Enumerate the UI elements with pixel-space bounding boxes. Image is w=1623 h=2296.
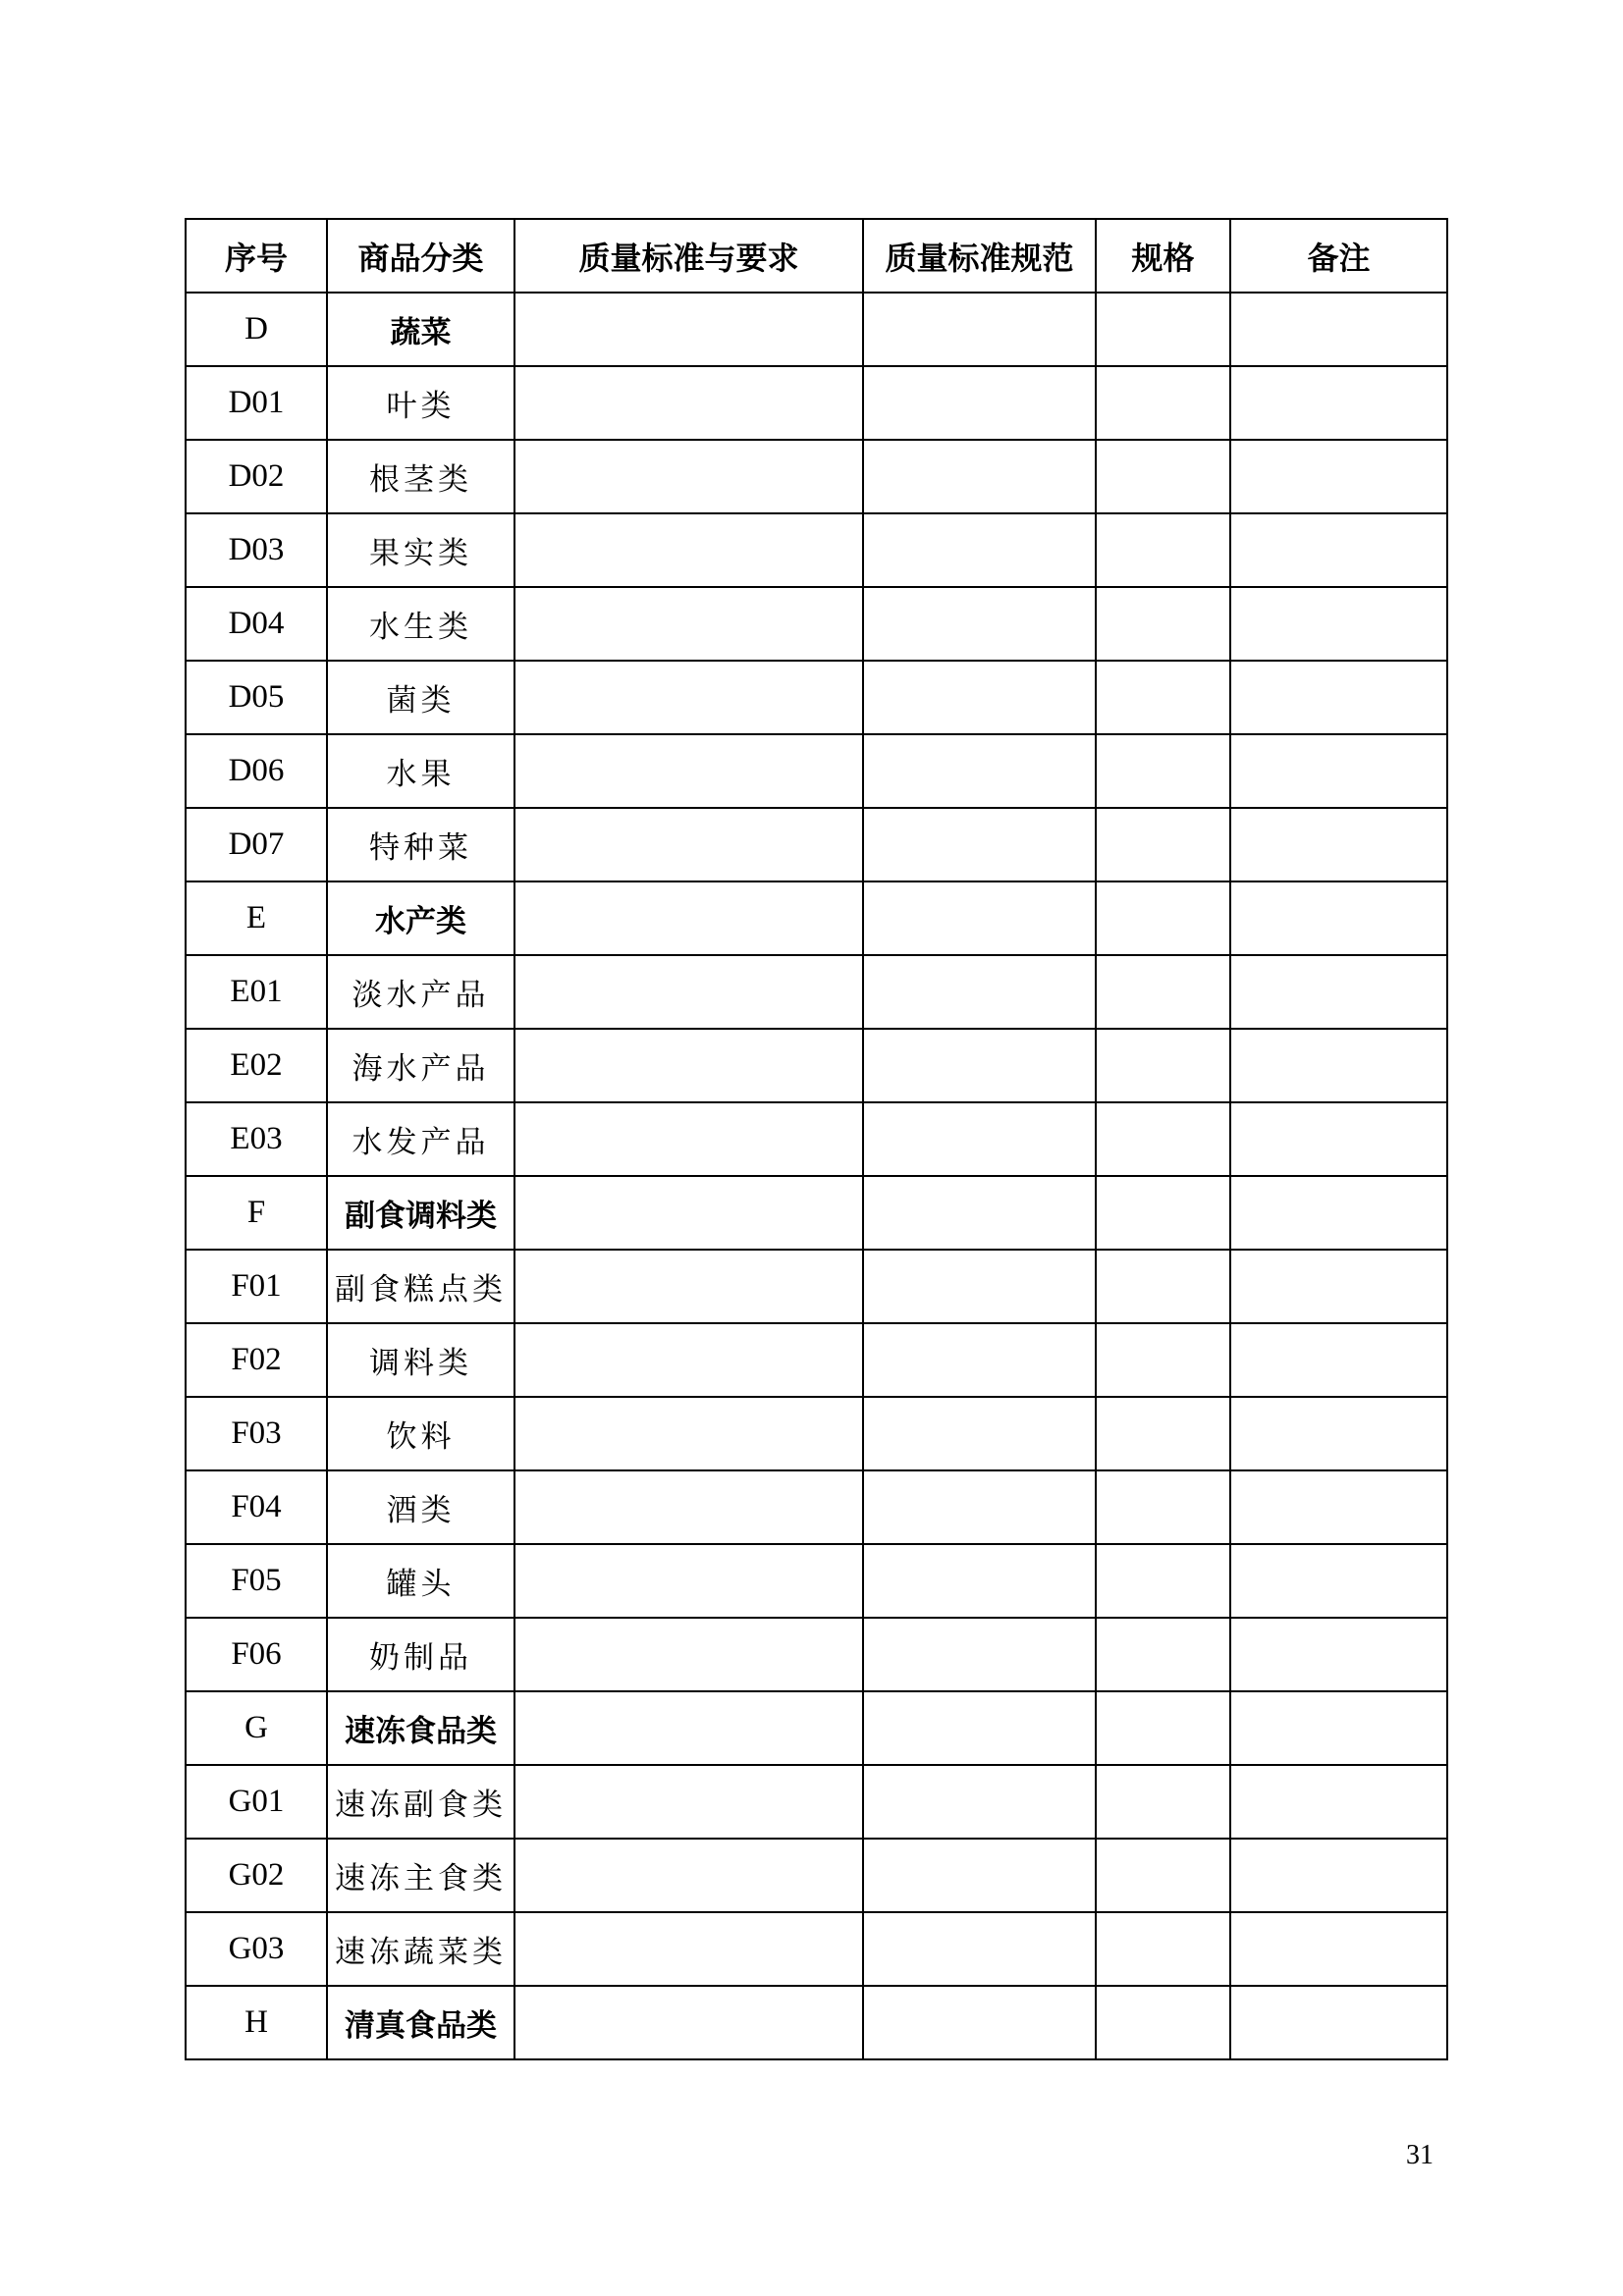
row-quality-specification-cell (863, 1839, 1096, 1912)
row-size-spec-cell (1096, 955, 1230, 1029)
row-remarks-cell (1230, 1029, 1447, 1102)
row-code-cell: D01 (186, 366, 327, 440)
row-quality-requirements-cell (514, 955, 863, 1029)
row-code-cell: F01 (186, 1250, 327, 1323)
row-category-cell: 水产类 (327, 881, 514, 955)
row-size-spec-cell (1096, 1323, 1230, 1397)
table-row (186, 1470, 1447, 1544)
row-quality-requirements-cell (514, 1839, 863, 1912)
row-quality-specification-cell (863, 1618, 1096, 1691)
row-code-cell: G01 (186, 1765, 327, 1839)
table-row (186, 881, 1447, 955)
row-code-cell: G02 (186, 1839, 327, 1912)
row-category-cell: 特种菜 (327, 808, 514, 881)
row-category-cell: 酒类 (327, 1470, 514, 1544)
row-category-cell: 水果 (327, 734, 514, 808)
row-code-cell: D03 (186, 513, 327, 587)
row-quality-requirements-cell (514, 1618, 863, 1691)
row-size-spec-cell (1096, 1986, 1230, 2059)
row-remarks-cell (1230, 1176, 1447, 1250)
table-row (186, 1691, 1447, 1765)
table-row (186, 366, 1447, 440)
row-quality-specification-cell (863, 1102, 1096, 1176)
commodity-quality-table (185, 218, 1448, 2060)
row-remarks-cell (1230, 440, 1447, 513)
row-quality-requirements-cell (514, 513, 863, 587)
table-row (186, 1102, 1447, 1176)
row-remarks-cell (1230, 661, 1447, 734)
row-remarks-cell (1230, 1250, 1447, 1323)
row-quality-specification-cell (863, 1986, 1096, 2059)
table-row (186, 734, 1447, 808)
table-row (186, 1839, 1447, 1912)
row-quality-specification-cell (863, 661, 1096, 734)
row-quality-specification-cell (863, 1397, 1096, 1470)
row-size-spec-cell (1096, 587, 1230, 661)
row-size-spec-cell (1096, 734, 1230, 808)
row-category-cell: 速冻副食类 (327, 1765, 514, 1839)
row-quality-requirements-cell (514, 1986, 863, 2059)
table-row (186, 1176, 1447, 1250)
row-remarks-cell (1230, 734, 1447, 808)
table-row (186, 1323, 1447, 1397)
row-category-cell: 水发产品 (327, 1102, 514, 1176)
row-quality-requirements-cell (514, 366, 863, 440)
row-code-cell: D02 (186, 440, 327, 513)
row-size-spec-cell (1096, 1618, 1230, 1691)
row-category-cell: 副食糕点类 (327, 1250, 514, 1323)
row-quality-requirements-cell (514, 661, 863, 734)
row-code-cell: D04 (186, 587, 327, 661)
row-category-cell: 果实类 (327, 513, 514, 587)
row-category-cell: 淡水产品 (327, 955, 514, 1029)
row-code-cell: H (186, 1986, 327, 2059)
row-size-spec-cell (1096, 661, 1230, 734)
row-remarks-cell (1230, 1912, 1447, 1986)
row-quality-specification-cell (863, 734, 1096, 808)
row-category-cell: 速冻食品类 (327, 1691, 514, 1765)
row-remarks-cell (1230, 587, 1447, 661)
table-row (186, 587, 1447, 661)
header-quality-requirements: 质量标准与要求 (514, 219, 863, 293)
row-remarks-cell (1230, 1470, 1447, 1544)
table-row (186, 293, 1447, 366)
row-category-cell: 水生类 (327, 587, 514, 661)
row-remarks-cell (1230, 513, 1447, 587)
row-quality-requirements-cell (514, 881, 863, 955)
row-remarks-cell (1230, 955, 1447, 1029)
table-header-row (186, 219, 1447, 293)
row-quality-specification-cell (863, 1912, 1096, 1986)
row-size-spec-cell (1096, 1029, 1230, 1102)
table-row (186, 1029, 1447, 1102)
row-quality-requirements-cell (514, 1470, 863, 1544)
row-remarks-cell (1230, 1102, 1447, 1176)
row-quality-requirements-cell (514, 1912, 863, 1986)
row-code-cell: F02 (186, 1323, 327, 1397)
row-category-cell: 菌类 (327, 661, 514, 734)
row-quality-specification-cell (863, 1544, 1096, 1618)
row-quality-specification-cell (863, 1323, 1096, 1397)
row-code-cell: F (186, 1176, 327, 1250)
table-row (186, 955, 1447, 1029)
header-commodity-category: 商品分类 (327, 219, 514, 293)
row-size-spec-cell (1096, 1176, 1230, 1250)
row-quality-requirements-cell (514, 587, 863, 661)
row-quality-specification-cell (863, 1250, 1096, 1323)
header-remarks: 备注 (1230, 219, 1447, 293)
row-quality-specification-cell (863, 881, 1096, 955)
row-quality-specification-cell (863, 513, 1096, 587)
row-remarks-cell (1230, 1544, 1447, 1618)
row-size-spec-cell (1096, 1250, 1230, 1323)
row-size-spec-cell (1096, 1912, 1230, 1986)
row-category-cell: 饮料 (327, 1397, 514, 1470)
row-category-cell: 调料类 (327, 1323, 514, 1397)
row-size-spec-cell (1096, 1397, 1230, 1470)
table-row (186, 1250, 1447, 1323)
table-row (186, 1765, 1447, 1839)
row-size-spec-cell (1096, 1470, 1230, 1544)
table-row (186, 661, 1447, 734)
row-quality-specification-cell (863, 808, 1096, 881)
row-remarks-cell (1230, 1397, 1447, 1470)
row-category-cell: 根茎类 (327, 440, 514, 513)
row-code-cell: D (186, 293, 327, 366)
row-quality-requirements-cell (514, 293, 863, 366)
row-code-cell: F05 (186, 1544, 327, 1618)
table-row (186, 1986, 1447, 2059)
row-remarks-cell (1230, 1323, 1447, 1397)
table-row (186, 1397, 1447, 1470)
row-quality-specification-cell (863, 1765, 1096, 1839)
row-quality-requirements-cell (514, 1102, 863, 1176)
row-category-cell: 清真食品类 (327, 1986, 514, 2059)
row-code-cell: E03 (186, 1102, 327, 1176)
row-quality-specification-cell (863, 587, 1096, 661)
row-quality-requirements-cell (514, 734, 863, 808)
header-quality-specification: 质量标准规范 (863, 219, 1096, 293)
row-quality-specification-cell (863, 1470, 1096, 1544)
row-size-spec-cell (1096, 366, 1230, 440)
row-remarks-cell (1230, 1618, 1447, 1691)
row-quality-specification-cell (863, 955, 1096, 1029)
row-quality-requirements-cell (514, 1691, 863, 1765)
row-quality-requirements-cell (514, 1397, 863, 1470)
row-remarks-cell (1230, 881, 1447, 955)
table-row (186, 1618, 1447, 1691)
row-quality-requirements-cell (514, 1176, 863, 1250)
row-code-cell: F04 (186, 1470, 327, 1544)
row-category-cell: 罐头 (327, 1544, 514, 1618)
row-category-cell: 速冻主食类 (327, 1839, 514, 1912)
row-size-spec-cell (1096, 1765, 1230, 1839)
row-code-cell: G (186, 1691, 327, 1765)
row-quality-specification-cell (863, 1176, 1096, 1250)
table-row (186, 1912, 1447, 1986)
row-remarks-cell (1230, 1765, 1447, 1839)
table-row (186, 513, 1447, 587)
row-quality-specification-cell (863, 366, 1096, 440)
page-number: 31 (1406, 2140, 1434, 2170)
row-category-cell: 奶制品 (327, 1618, 514, 1691)
row-code-cell: E01 (186, 955, 327, 1029)
row-code-cell: E02 (186, 1029, 327, 1102)
row-code-cell: F03 (186, 1397, 327, 1470)
header-serial-number: 序号 (186, 219, 327, 293)
table-row (186, 808, 1447, 881)
row-quality-requirements-cell (514, 808, 863, 881)
row-quality-specification-cell (863, 293, 1096, 366)
row-quality-specification-cell (863, 1029, 1096, 1102)
row-size-spec-cell (1096, 881, 1230, 955)
row-remarks-cell (1230, 366, 1447, 440)
row-code-cell: F06 (186, 1618, 327, 1691)
row-size-spec-cell (1096, 1691, 1230, 1765)
row-category-cell: 副食调料类 (327, 1176, 514, 1250)
table-row (186, 1544, 1447, 1618)
row-quality-requirements-cell (514, 1765, 863, 1839)
row-size-spec-cell (1096, 1839, 1230, 1912)
row-size-spec-cell (1096, 513, 1230, 587)
row-remarks-cell (1230, 1691, 1447, 1765)
row-size-spec-cell (1096, 293, 1230, 366)
row-code-cell: D06 (186, 734, 327, 808)
row-quality-specification-cell (863, 1691, 1096, 1765)
row-category-cell: 蔬菜 (327, 293, 514, 366)
row-remarks-cell (1230, 1986, 1447, 2059)
table-row (186, 440, 1447, 513)
row-quality-requirements-cell (514, 1544, 863, 1618)
row-quality-requirements-cell (514, 1250, 863, 1323)
row-size-spec-cell (1096, 1102, 1230, 1176)
row-size-spec-cell (1096, 440, 1230, 513)
row-code-cell: E (186, 881, 327, 955)
header-size-spec: 规格 (1096, 219, 1230, 293)
row-quality-requirements-cell (514, 1029, 863, 1102)
row-remarks-cell (1230, 1839, 1447, 1912)
row-code-cell: D05 (186, 661, 327, 734)
row-remarks-cell (1230, 808, 1447, 881)
row-category-cell: 叶类 (327, 366, 514, 440)
row-size-spec-cell (1096, 1544, 1230, 1618)
row-quality-requirements-cell (514, 1323, 863, 1397)
row-size-spec-cell (1096, 808, 1230, 881)
row-remarks-cell (1230, 293, 1447, 366)
row-category-cell: 速冻蔬菜类 (327, 1912, 514, 1986)
row-code-cell: D07 (186, 808, 327, 881)
row-code-cell: G03 (186, 1912, 327, 1986)
row-category-cell: 海水产品 (327, 1029, 514, 1102)
row-quality-specification-cell (863, 440, 1096, 513)
row-quality-requirements-cell (514, 440, 863, 513)
